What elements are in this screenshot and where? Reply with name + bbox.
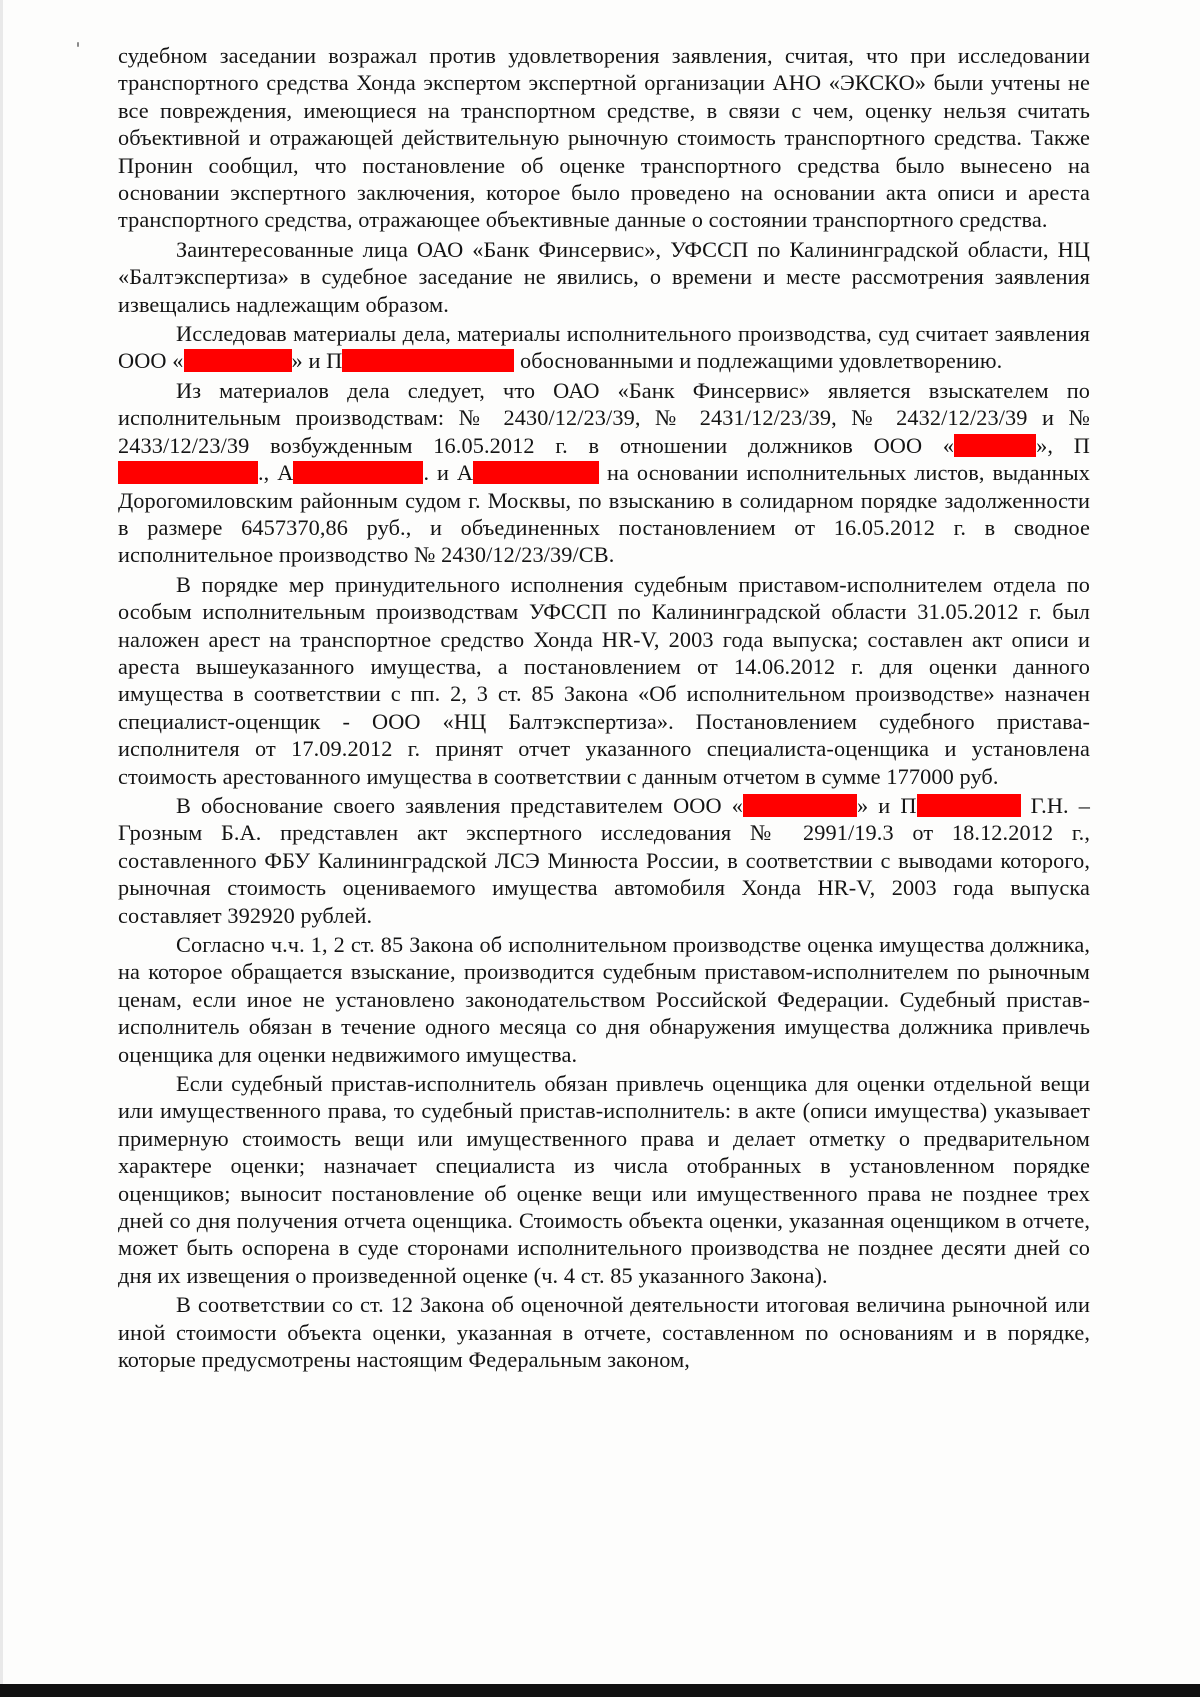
redaction-box (917, 794, 1021, 817)
redaction-box (184, 349, 292, 372)
paragraph-4-text-2: », П (1036, 432, 1091, 458)
paragraph-1: судебном заседании возражал против удовлетворения заявления, считая, что при исследовании транспортного средства Хонда экспертом экспертной организации АНО «ЭКСКО» были учтены не все повреждения, имеющиеся на транспортном средстве, в связи с чем, оценку нельзя считать объективной и отражающей действительную рыночную стоимость транспортного средства. Также Пронин сообщил, что постановление об оценке транспортного средства было вынесено на основании экспертного заключения, которое было проведено на основании акта описи и ареста транспортного средства, отражающее объективные данные о состоянии транспортного средства. (118, 43, 1090, 233)
paragraph-4-text-4: . и А (423, 460, 474, 486)
scan-edge-shadow (0, 0, 3, 1697)
paragraph-9: В соответствии со ст. 12 Закона об оценочной деятельности итоговая величина рыночной или иной стоимости объекта оценки, указанная в отчете, составленном по основаниям и в порядке, которые предусмотрены настоящим Федеральным законом, (118, 1292, 1090, 1373)
paragraph-7: Согласно ч.ч. 1, 2 ст. 85 Закона об исполнительном производстве оценка имущества должника, на которое обращается взыскание, производится судебным приставом-исполнителем по рыночным ценам, если иное не установлено законодательством Российской Федерации. Судебный пристав-исполнитель обязан в течение одного месяца со дня обнаружения имущества должника привлечь оценщика для оценки недвижимого имущества. (118, 932, 1090, 1067)
redaction-box (954, 434, 1036, 457)
paragraph-4 (118, 377, 1090, 569)
paragraph-3-text-3: обоснованными и подлежащими удовлетворению. (514, 348, 1003, 374)
paragraph-4-text-3: ., А (258, 460, 294, 486)
redaction-box (342, 349, 514, 372)
paragraph-5: В порядке мер принудительного исполнения судебным приставом-исполнителем отдела по особым исполнительным производствам УФССП по Калининградской области 31.05.2012 г. был наложен арест на транспортное средство Хонда HR-V, 2003 года выпуска; составлен акт описи и ареста вышеуказанного имущества, а постановлением от 14.06.2012 г. для оценки данного имущества в соответствии с пп. 2, 3 ст. 85 Закона «Об исполнительном производстве» назначен специалист-оценщик - ООО «НЦ Балтэкспертиза». Постановлением судебного пристава-исполнителя от 17.09.2012 г. принят отчет указанного специалиста-оценщика и установлена стоимость арестованного имущества в соответствии с данным отчетом в сумме 177000 руб. (118, 571, 1090, 789)
paragraph-6-text-3: Г.Н. – Грозным Б.А. представлен акт экспертного исследования № 2991/19.3 от 18.12.2012 г., составленного ФБУ Калининградской ЛСЭ Минюста России, в соответствии с выводами которого, рыночная стоимость оцениваемого имущества автомобиля Хонда HR-V, 2003 года выпуска составляет 392920 рублей. (118, 792, 1091, 928)
scan-speck (77, 42, 79, 47)
document-body (118, 42, 1090, 1376)
paragraph-2: Заинтересованные лица ОАО «Банк Финсервис», УФССП по Калининградской области, НЦ «Балтэкспертиза» в судебное заседание не явились, о времени и месте рассмотрения заявления извещались надлежащим образом. (118, 236, 1090, 317)
paragraph-6-text-2: » и П (857, 792, 917, 818)
scan-bottom-edge (0, 1684, 1200, 1697)
paragraph-6-text-1: В обоснование своего заявления представителем ООО « (176, 792, 743, 818)
paragraph-8: Если судебный пристав-исполнитель обязан привлечь оценщика для оценки отдельной вещи или имущественного права, то судебный пристав-исполнитель: в акте (описи имущества) указывает примерную стоимость вещи или имущественного права и делает отметку о предварительном характере оценки; назначает специалиста из числа отобранных в установленном порядке оценщиков; выносит постановление об оценке вещи или имущественного права не позднее трех дней со дня получения отчета оценщика. Стоимость объекта оценки, указанная оценщиком в отчете, может быть оспорена в суде сторонами исполнительного производства не позднее десяти дней со дня их извещения о произведенной оценке (ч. 4 ст. 85 указанного Закона). (118, 1071, 1090, 1288)
paragraph-4-text-1: Из материалов дела следует, что ОАО «Банк Финсервис» является взыскателем по исполнительным производствам: № 2430/12/23/39, № 2431/12/23/39, № 2432/12/23/39 и № 2433/12/23/39 возбужденным 16.05.2012 г. в отношении должников ООО « (118, 377, 1090, 458)
paragraph-3-text-2: » и П (291, 348, 343, 374)
paragraph-6 (118, 792, 1090, 929)
redaction-box (118, 461, 258, 484)
redaction-box (473, 461, 599, 484)
paragraph-4-text-5: на основании исполнительных листов, выданных Дорогомиловским районным судом г. Москвы, по взысканию в солидарном порядке задолженности в размере 6457370,86 руб., и объединенных постановлением от 16.05.2012 г. в сводное исполнительное производство № 2430/12/23/39/СВ. (118, 460, 1090, 568)
redaction-box (293, 461, 423, 484)
paragraph-3-text-1: Исследовав материалы дела, материалы исполнительного производства, суд считает заявления ООО « (118, 321, 1090, 374)
paragraph-3 (118, 320, 1090, 375)
redaction-box (743, 794, 857, 817)
